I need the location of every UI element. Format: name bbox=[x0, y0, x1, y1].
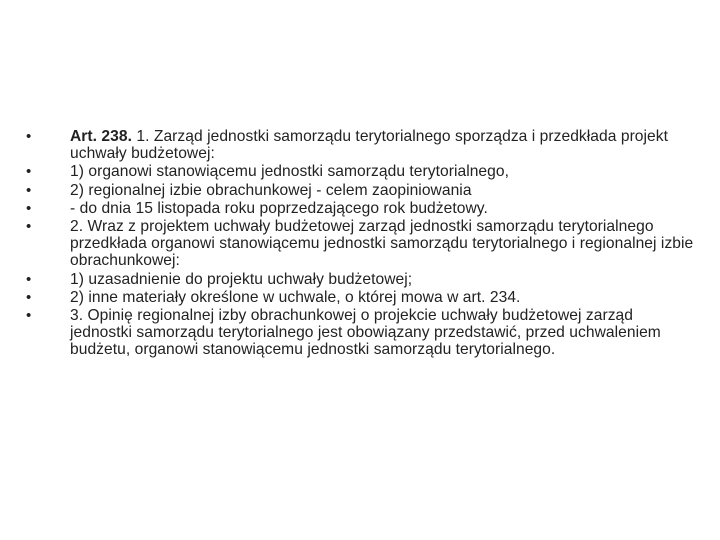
list-item-text: 1) organowi stanowiącemu jednostki samorządu terytorialnego, bbox=[70, 163, 509, 181]
list-item-text: 2. Wraz z projektem uchwały budżetowej zarząd jednostki samorządu terytorialnego przedkłada organowi stanowiącemu jednostki samorządu terytorialnego i regionalnej izbie obrachunkowej: bbox=[70, 218, 694, 270]
bullet-icon: • bbox=[26, 307, 32, 325]
list-item bbox=[26, 307, 696, 359]
list-item bbox=[26, 218, 696, 270]
bullet-icon: • bbox=[26, 199, 32, 217]
bullet-icon: • bbox=[26, 181, 32, 199]
list-item-text: 3. Opinię regionalnej izby obrachunkowej o projekcie uchwały budżetowej zarząd jednostki samorządu terytorialnego jest obowiązany przedstawić, przed uchwaleniem budżetu, organowi stanowiącemu jednostki samorządu terytorialnego. bbox=[70, 307, 661, 359]
article-label: Art. 238. bbox=[70, 128, 132, 145]
list-item-text: 1) uzasadnienie do projektu uchwały budżetowej; bbox=[70, 270, 413, 288]
bullet-icon: • bbox=[26, 218, 32, 236]
list-item bbox=[26, 163, 696, 180]
list-item-text: 2) inne materiały określone w uchwale, o której mowa w art. 234. bbox=[70, 288, 521, 306]
list-item bbox=[26, 200, 696, 217]
list-item bbox=[26, 128, 696, 162]
bullet-icon: • bbox=[26, 128, 32, 145]
list-item bbox=[26, 289, 696, 306]
list-item bbox=[26, 182, 696, 199]
bullet-icon: • bbox=[26, 270, 32, 288]
list-item-text: 1. Zarząd jednostki samorządu terytorialnego sporządza i przedkłada projekt uchwały budżetowej: bbox=[70, 128, 668, 163]
list-item-text: 2) regionalnej izbie obrachunkowej - celem zaopiniowania bbox=[70, 181, 472, 199]
bullet-list bbox=[26, 128, 696, 360]
list-item-text: - do dnia 15 listopada roku poprzedzającego rok budżetowy. bbox=[70, 199, 488, 217]
list-item bbox=[26, 271, 696, 288]
bullet-icon: • bbox=[26, 163, 32, 181]
bullet-icon: • bbox=[26, 288, 32, 306]
